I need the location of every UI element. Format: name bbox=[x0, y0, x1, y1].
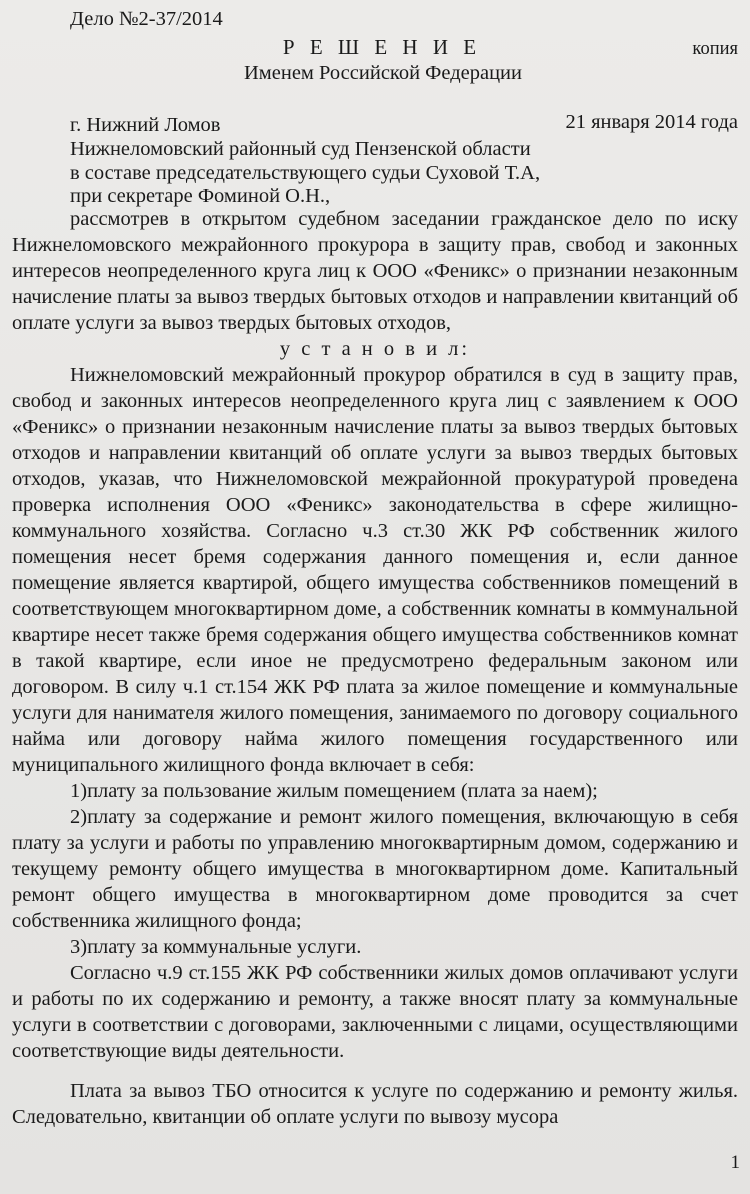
page-number: 1 bbox=[730, 1152, 740, 1173]
considered-paragraph: рассмотрев в открытом судебном заседании гражданское дело по иску Нижнеломовского межрайонного прокурора в защиту прав, свобод и законных интересов неопределенного круга лиц к ООО «Феникс» о признании незаконным начисление платы за вывоз твердых бытовых отходов и направлении квитанций об оплате услуги за вывоз твердых бытовых отходов, bbox=[12, 208, 738, 334]
document-subtitle: Именем Российской Федерации bbox=[243, 62, 522, 84]
case-number: Дело №2-37/2014 bbox=[70, 8, 223, 30]
law-paragraph: Согласно ч.9 ст.155 ЖК РФ собственники жилых домов оплачивают услуги и работы по их содержанию и ремонту, а также вносят плату за коммунальные услуги в соответствии с договорами, заключенными с лицами, осуществляющими соответствующие виды деятельности. bbox=[12, 962, 738, 1062]
city: г. Нижний Ломов bbox=[70, 114, 221, 136]
decision-date: 21 января 2014 года bbox=[565, 111, 738, 133]
list-item-1: 1)плату за пользование жилым помещением (плата за наем); bbox=[70, 780, 598, 802]
document-title: Р Е Ш Е Н И Е bbox=[282, 35, 482, 59]
established-heading: у с т а н о в и л: bbox=[279, 338, 471, 360]
court-name: Нижнеломовский районный суд Пензенской области bbox=[70, 138, 531, 160]
list-item-2: 2)плату за содержание и ремонт жилого помещения, включающую в себя плату за услуги и работы по управлению многоквартирным домом, содержанию и текущему ремонту общего имущества в многоквартирном доме. Капитальный ремонт общего имущества в многоквартирном доме проводится за счет собственника жилищного фонда; bbox=[12, 806, 738, 932]
court-secretary: при секретаре Фоминой О.Н., bbox=[70, 185, 331, 207]
decision-body bbox=[12, 206, 738, 1130]
tbo-paragraph: Плата за вывоз ТБО относится к услуге по содержанию и ремонту жилья. Следовательно, квитанции об оплате услуги по вывозу мусора bbox=[12, 1080, 738, 1128]
list-item-3: 3)плату за коммунальные услуги. bbox=[70, 936, 362, 958]
copy-mark: копия bbox=[692, 39, 738, 59]
claim-paragraph: Нижнеломовский межрайонный прокурор обратился в суд в защиту прав, свобод и законных интересов неопределенного круга лиц с заявлением к ООО «Феникс» о признании незаконным начисление платы за вывоз твердых бытовых отходов и направлении квитанций об оплате услуги за вывоз твердых бытовых отходов, указав, что Нижнеломовской межрайонной прокуратурой проведена проверка исполнения ООО «Феникс» законодательства в сфере жилищно-коммунального хозяйства. Согласно ч.3 ст.30 ЖК РФ собственник жилого помещения несет бремя содержания данного помещения и, если данное помещение является квартирой, общего имущества собственников помещений в соответствующем многоквартирном доме, а собственник комнаты в коммунальной квартире несет также бремя содержания общего имущества собственников комнат в такой квартире, если иное не предусмотрено федеральным законом или договором. В силу ч.1 ст.154 ЖК РФ плата за жилое помещение и коммунальные услуги для нанимателя жилого помещения, занимаемого по договору социального найма или договору найма жилого помещения государственного или муниципального жилищного фонда включает в себя: bbox=[12, 364, 738, 776]
court-judge: в составе председательствующего судьи Суховой Т.А, bbox=[70, 162, 541, 184]
